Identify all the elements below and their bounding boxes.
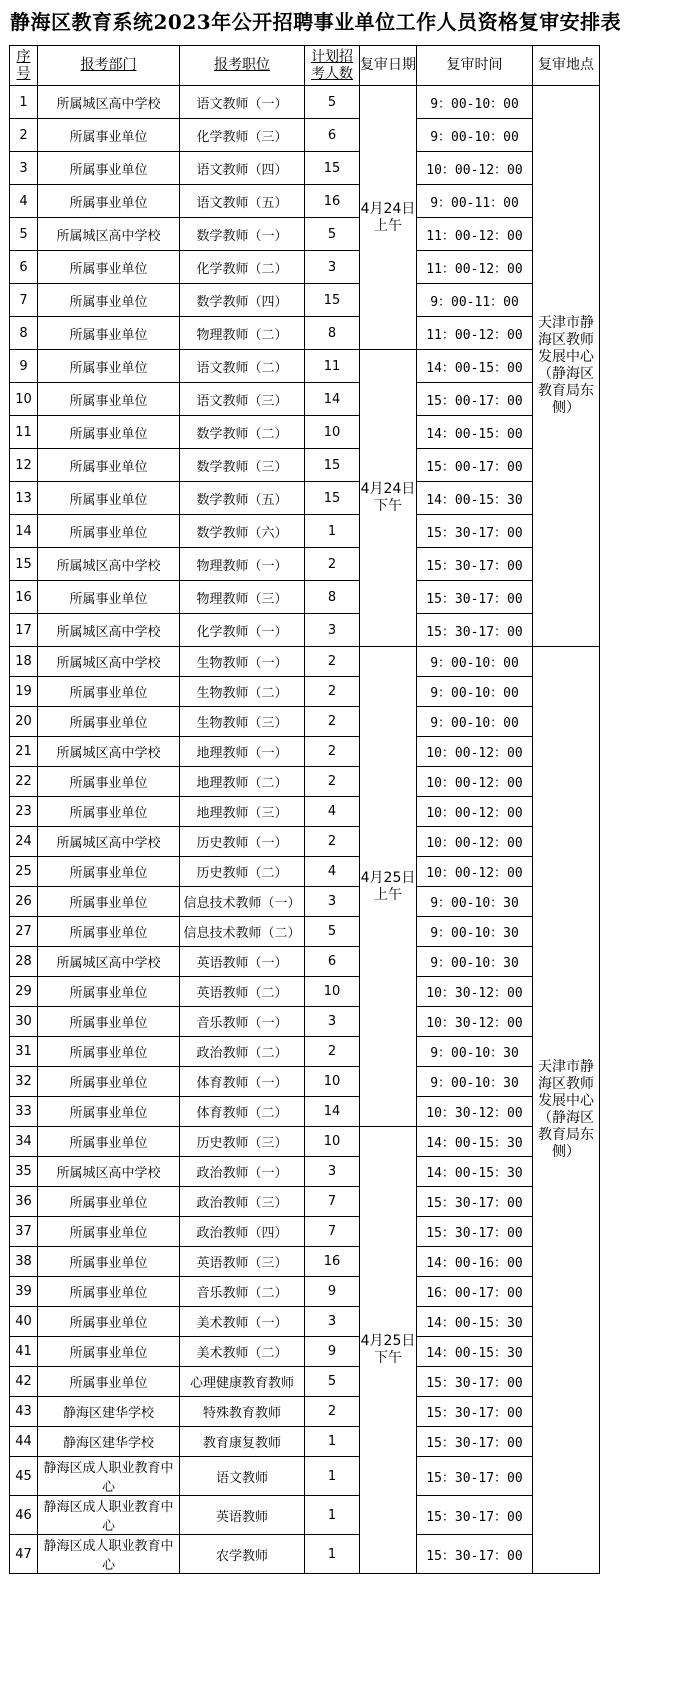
position-cell: 数学教师（四） <box>180 284 305 317</box>
position-cell: 信息技术教师（二） <box>180 917 305 947</box>
row-number: 31 <box>10 1037 38 1067</box>
position-cell: 教育康复教师 <box>180 1427 305 1457</box>
row-number: 22 <box>10 767 38 797</box>
review-time-cell: 9：00-11：00 <box>417 185 533 218</box>
table-row <box>10 1427 600 1457</box>
review-time-cell: 15：30-17：00 <box>417 581 533 614</box>
row-number: 41 <box>10 1337 38 1367</box>
department-cell: 所属事业单位 <box>38 482 180 515</box>
department-cell: 所属城区高中学校 <box>38 1157 180 1187</box>
department-cell: 所属事业单位 <box>38 1127 180 1157</box>
planned-count-cell: 2 <box>305 827 360 857</box>
row-number: 24 <box>10 827 38 857</box>
position-cell: 语文教师（三） <box>180 383 305 416</box>
row-number: 5 <box>10 218 38 251</box>
planned-count-cell: 6 <box>305 119 360 152</box>
row-number: 15 <box>10 548 38 581</box>
table-row <box>10 947 600 977</box>
table-row <box>10 119 600 152</box>
review-time-cell: 9：00-10：30 <box>417 887 533 917</box>
row-number: 13 <box>10 482 38 515</box>
row-number: 33 <box>10 1097 38 1127</box>
row-number: 32 <box>10 1067 38 1097</box>
position-cell: 语文教师（四） <box>180 152 305 185</box>
position-cell: 化学教师（一） <box>180 614 305 647</box>
review-time-cell: 10：30-12：00 <box>417 977 533 1007</box>
planned-count-cell: 2 <box>305 737 360 767</box>
table-row <box>10 1367 600 1397</box>
planned-count-cell: 11 <box>305 350 360 383</box>
position-cell: 政治教师（二） <box>180 1037 305 1067</box>
review-time-cell: 10：00-12：00 <box>417 827 533 857</box>
planned-count-cell: 10 <box>305 416 360 449</box>
position-cell: 数学教师（五） <box>180 482 305 515</box>
table-row <box>10 1187 600 1217</box>
header-position: 报考职位 <box>180 46 305 86</box>
department-cell: 所属事业单位 <box>38 767 180 797</box>
table-row <box>10 1217 600 1247</box>
row-number: 40 <box>10 1307 38 1337</box>
table-row <box>10 1097 600 1127</box>
table-row <box>10 581 600 614</box>
planned-count-cell: 5 <box>305 86 360 119</box>
review-time-cell: 10：00-12：00 <box>417 857 533 887</box>
position-cell: 数学教师（一） <box>180 218 305 251</box>
table-row <box>10 317 600 350</box>
planned-count-cell: 5 <box>305 1367 360 1397</box>
position-cell: 音乐教师（一） <box>180 1007 305 1037</box>
table-row <box>10 917 600 947</box>
planned-count-cell: 3 <box>305 251 360 284</box>
position-cell: 地理教师（一） <box>180 737 305 767</box>
department-cell: 所属事业单位 <box>38 677 180 707</box>
table-row <box>10 1337 600 1367</box>
department-cell: 所属城区高中学校 <box>38 827 180 857</box>
row-number: 45 <box>10 1457 38 1496</box>
department-cell: 所属事业单位 <box>38 119 180 152</box>
row-number: 19 <box>10 677 38 707</box>
row-number: 9 <box>10 350 38 383</box>
review-time-cell: 11：00-12：00 <box>417 251 533 284</box>
position-cell: 政治教师（四） <box>180 1217 305 1247</box>
planned-count-cell: 1 <box>305 515 360 548</box>
review-time-cell: 15：30-17：00 <box>417 1535 533 1574</box>
row-number: 1 <box>10 86 38 119</box>
table-row <box>10 1307 600 1337</box>
position-cell: 生物教师（一） <box>180 647 305 677</box>
department-cell: 所属事业单位 <box>38 449 180 482</box>
table-row <box>10 152 600 185</box>
review-schedule-table <box>9 45 600 1574</box>
row-number: 4 <box>10 185 38 218</box>
row-number: 14 <box>10 515 38 548</box>
department-cell: 所属城区高中学校 <box>38 737 180 767</box>
department-cell: 所属事业单位 <box>38 350 180 383</box>
review-time-cell: 9：00-10：00 <box>417 86 533 119</box>
position-cell: 英语教师（三） <box>180 1247 305 1277</box>
position-cell: 英语教师（一） <box>180 947 305 977</box>
review-time-cell: 9：00-10：30 <box>417 917 533 947</box>
planned-count-cell: 9 <box>305 1337 360 1367</box>
table-row <box>10 1535 600 1574</box>
review-time-cell: 10：30-12：00 <box>417 1097 533 1127</box>
review-time-cell: 15：30-17：00 <box>417 1496 533 1535</box>
review-time-cell: 15：00-17：00 <box>417 383 533 416</box>
review-time-cell: 9：00-10：00 <box>417 647 533 677</box>
department-cell: 所属事业单位 <box>38 152 180 185</box>
row-number: 18 <box>10 647 38 677</box>
planned-count-cell: 1 <box>305 1457 360 1496</box>
review-time-cell: 14：00-15：30 <box>417 1307 533 1337</box>
review-time-cell: 15：30-17：00 <box>417 1457 533 1496</box>
position-cell: 美术教师（一） <box>180 1307 305 1337</box>
table-row <box>10 797 600 827</box>
review-time-cell: 15：30-17：00 <box>417 515 533 548</box>
position-cell: 历史教师（三） <box>180 1127 305 1157</box>
department-cell: 静海区成人职业教育中心 <box>38 1535 180 1574</box>
review-time-cell: 10：00-12：00 <box>417 152 533 185</box>
position-cell: 物理教师（二） <box>180 317 305 350</box>
review-date-cell: 4月25日上午 <box>360 647 417 1127</box>
position-cell: 信息技术教师（一） <box>180 887 305 917</box>
table-body <box>10 86 600 1574</box>
review-time-cell: 9：00-10：30 <box>417 1037 533 1067</box>
position-cell: 语文教师（一） <box>180 86 305 119</box>
planned-count-cell: 2 <box>305 707 360 737</box>
row-number: 34 <box>10 1127 38 1157</box>
planned-count-cell: 1 <box>305 1535 360 1574</box>
department-cell: 所属事业单位 <box>38 416 180 449</box>
row-number: 2 <box>10 119 38 152</box>
planned-count-cell: 2 <box>305 1397 360 1427</box>
planned-count-cell: 9 <box>305 1277 360 1307</box>
row-number: 27 <box>10 917 38 947</box>
table-row <box>10 350 600 383</box>
planned-count-cell: 1 <box>305 1496 360 1535</box>
planned-count-cell: 2 <box>305 1037 360 1067</box>
table-row <box>10 827 600 857</box>
planned-count-cell: 2 <box>305 548 360 581</box>
planned-count-cell: 15 <box>305 152 360 185</box>
row-number: 36 <box>10 1187 38 1217</box>
table-row <box>10 614 600 647</box>
review-time-cell: 11：00-12：00 <box>417 317 533 350</box>
planned-count-cell: 15 <box>305 449 360 482</box>
review-time-cell: 10：30-12：00 <box>417 1007 533 1037</box>
review-time-cell: 14：00-15：00 <box>417 350 533 383</box>
position-cell: 数学教师（六） <box>180 515 305 548</box>
row-number: 37 <box>10 1217 38 1247</box>
row-number: 38 <box>10 1247 38 1277</box>
table-row <box>10 1127 600 1157</box>
table-row <box>10 887 600 917</box>
table-row <box>10 647 600 677</box>
planned-count-cell: 8 <box>305 317 360 350</box>
planned-count-cell: 14 <box>305 1097 360 1127</box>
table-row <box>10 737 600 767</box>
department-cell: 所属事业单位 <box>38 1337 180 1367</box>
planned-count-cell: 3 <box>305 1157 360 1187</box>
table-row <box>10 767 600 797</box>
review-date-cell: 4月24日下午 <box>360 350 417 647</box>
header-row <box>10 46 600 86</box>
planned-count-cell: 15 <box>305 284 360 317</box>
planned-count-cell: 1 <box>305 1427 360 1457</box>
review-time-cell: 14：00-15：30 <box>417 1337 533 1367</box>
row-number: 43 <box>10 1397 38 1427</box>
table-row <box>10 1457 600 1496</box>
position-cell: 物理教师（三） <box>180 581 305 614</box>
row-number: 30 <box>10 1007 38 1037</box>
review-time-cell: 9：00-10：00 <box>417 707 533 737</box>
header-time: 复审时间 <box>417 46 533 86</box>
review-time-cell: 10：00-12：00 <box>417 737 533 767</box>
table-row <box>10 1277 600 1307</box>
planned-count-cell: 2 <box>305 647 360 677</box>
row-number: 6 <box>10 251 38 284</box>
review-time-cell: 16：00-17：00 <box>417 1277 533 1307</box>
table-row <box>10 977 600 1007</box>
table-row <box>10 515 600 548</box>
table-row <box>10 1247 600 1277</box>
department-cell: 所属事业单位 <box>38 797 180 827</box>
row-number: 39 <box>10 1277 38 1307</box>
row-number: 29 <box>10 977 38 1007</box>
planned-count-cell: 3 <box>305 887 360 917</box>
review-time-cell: 14：00-16：00 <box>417 1247 533 1277</box>
review-location-cell: 天津市静海区教师发展中心（静海区教育局东侧） <box>533 86 600 647</box>
review-time-cell: 15：30-17：00 <box>417 1367 533 1397</box>
position-cell: 化学教师（二） <box>180 251 305 284</box>
department-cell: 所属事业单位 <box>38 1367 180 1397</box>
row-number: 42 <box>10 1367 38 1397</box>
review-time-cell: 14：00-15：00 <box>417 416 533 449</box>
department-cell: 所属事业单位 <box>38 1217 180 1247</box>
position-cell: 农学教师 <box>180 1535 305 1574</box>
review-time-cell: 15：30-17：00 <box>417 548 533 581</box>
planned-count-cell: 5 <box>305 917 360 947</box>
row-number: 3 <box>10 152 38 185</box>
page-title: 静海区教育系统2023年公开招聘事业单位工作人员资格复审安排表 <box>10 10 622 34</box>
position-cell: 语文教师（二） <box>180 350 305 383</box>
position-cell: 体育教师（一） <box>180 1067 305 1097</box>
planned-count-cell: 4 <box>305 797 360 827</box>
planned-count-cell: 7 <box>305 1217 360 1247</box>
table-row <box>10 677 600 707</box>
position-cell: 化学教师（三） <box>180 119 305 152</box>
review-time-cell: 9：00-10：30 <box>417 947 533 977</box>
position-cell: 生物教师（二） <box>180 677 305 707</box>
position-cell: 语文教师（五） <box>180 185 305 218</box>
row-number: 8 <box>10 317 38 350</box>
department-cell: 所属事业单位 <box>38 251 180 284</box>
row-number: 46 <box>10 1496 38 1535</box>
department-cell: 所属事业单位 <box>38 581 180 614</box>
review-time-cell: 9：00-10：00 <box>417 677 533 707</box>
table-row <box>10 449 600 482</box>
planned-count-cell: 2 <box>305 767 360 797</box>
department-cell: 所属事业单位 <box>38 383 180 416</box>
review-time-cell: 15：30-17：00 <box>417 1217 533 1247</box>
table-row <box>10 416 600 449</box>
department-cell: 所属事业单位 <box>38 317 180 350</box>
table-row <box>10 857 600 887</box>
department-cell: 所属事业单位 <box>38 1277 180 1307</box>
position-cell: 历史教师（一） <box>180 827 305 857</box>
department-cell: 所属事业单位 <box>38 857 180 887</box>
position-cell: 物理教师（一） <box>180 548 305 581</box>
review-time-cell: 15：30-17：00 <box>417 1397 533 1427</box>
department-cell: 所属事业单位 <box>38 1037 180 1067</box>
planned-count-cell: 3 <box>305 1307 360 1337</box>
planned-count-cell: 15 <box>305 482 360 515</box>
department-cell: 静海区建华学校 <box>38 1427 180 1457</box>
row-number: 35 <box>10 1157 38 1187</box>
row-number: 47 <box>10 1535 38 1574</box>
department-cell: 所属城区高中学校 <box>38 548 180 581</box>
department-cell: 所属事业单位 <box>38 1187 180 1217</box>
review-time-cell: 15：30-17：00 <box>417 1187 533 1217</box>
table-row <box>10 482 600 515</box>
position-cell: 政治教师（一） <box>180 1157 305 1187</box>
department-cell: 所属城区高中学校 <box>38 947 180 977</box>
row-number: 10 <box>10 383 38 416</box>
table-row <box>10 1037 600 1067</box>
review-time-cell: 9：00-10：00 <box>417 119 533 152</box>
table-row <box>10 284 600 317</box>
department-cell: 所属事业单位 <box>38 1097 180 1127</box>
planned-count-cell: 3 <box>305 614 360 647</box>
table-row <box>10 383 600 416</box>
department-cell: 静海区成人职业教育中心 <box>38 1496 180 1535</box>
department-cell: 所属城区高中学校 <box>38 86 180 119</box>
row-number: 26 <box>10 887 38 917</box>
position-cell: 美术教师（二） <box>180 1337 305 1367</box>
header-no: 序号 <box>10 46 38 86</box>
department-cell: 所属事业单位 <box>38 1007 180 1037</box>
row-number: 20 <box>10 707 38 737</box>
review-time-cell: 11：00-12：00 <box>417 218 533 251</box>
row-number: 7 <box>10 284 38 317</box>
position-cell: 数学教师（三） <box>180 449 305 482</box>
planned-count-cell: 6 <box>305 947 360 977</box>
table-row <box>10 185 600 218</box>
planned-count-cell: 3 <box>305 1007 360 1037</box>
row-number: 25 <box>10 857 38 887</box>
table-row <box>10 86 600 119</box>
planned-count-cell: 16 <box>305 1247 360 1277</box>
row-number: 11 <box>10 416 38 449</box>
position-cell: 英语教师（二） <box>180 977 305 1007</box>
review-time-cell: 15：00-17：00 <box>417 449 533 482</box>
review-time-cell: 9：00-11：00 <box>417 284 533 317</box>
review-time-cell: 9：00-10：30 <box>417 1067 533 1097</box>
planned-count-cell: 7 <box>305 1187 360 1217</box>
review-time-cell: 10：00-12：00 <box>417 767 533 797</box>
department-cell: 所属事业单位 <box>38 1307 180 1337</box>
department-cell: 所属事业单位 <box>38 185 180 218</box>
planned-count-cell: 5 <box>305 218 360 251</box>
table-row <box>10 1067 600 1097</box>
review-location-cell: 天津市静海区教师发展中心（静海区教育局东侧） <box>533 647 600 1574</box>
position-cell: 语文教师 <box>180 1457 305 1496</box>
table-row <box>10 1157 600 1187</box>
review-time-cell: 15：30-17：00 <box>417 1427 533 1457</box>
row-number: 17 <box>10 614 38 647</box>
header-count: 计划招考人数 <box>305 46 360 86</box>
department-cell: 所属事业单位 <box>38 1247 180 1277</box>
table-row <box>10 1397 600 1427</box>
department-cell: 静海区成人职业教育中心 <box>38 1457 180 1496</box>
department-cell: 所属事业单位 <box>38 515 180 548</box>
planned-count-cell: 10 <box>305 1127 360 1157</box>
department-cell: 所属事业单位 <box>38 284 180 317</box>
position-cell: 数学教师（二） <box>180 416 305 449</box>
department-cell: 静海区建华学校 <box>38 1397 180 1427</box>
row-number: 28 <box>10 947 38 977</box>
planned-count-cell: 10 <box>305 977 360 1007</box>
header-dept: 报考部门 <box>38 46 180 86</box>
row-number: 12 <box>10 449 38 482</box>
position-cell: 英语教师 <box>180 1496 305 1535</box>
planned-count-cell: 4 <box>305 857 360 887</box>
header-location: 复审地点 <box>533 46 600 86</box>
position-cell: 音乐教师（二） <box>180 1277 305 1307</box>
position-cell: 政治教师（三） <box>180 1187 305 1217</box>
row-number: 44 <box>10 1427 38 1457</box>
review-time-cell: 14：00-15：30 <box>417 1157 533 1187</box>
department-cell: 所属事业单位 <box>38 917 180 947</box>
department-cell: 所属城区高中学校 <box>38 218 180 251</box>
table-row <box>10 251 600 284</box>
review-time-cell: 14：00-15：30 <box>417 1127 533 1157</box>
planned-count-cell: 8 <box>305 581 360 614</box>
department-cell: 所属事业单位 <box>38 977 180 1007</box>
department-cell: 所属事业单位 <box>38 707 180 737</box>
position-cell: 地理教师（二） <box>180 767 305 797</box>
review-time-cell: 15：30-17：00 <box>417 614 533 647</box>
planned-count-cell: 10 <box>305 1067 360 1097</box>
review-time-cell: 14：00-15：30 <box>417 482 533 515</box>
row-number: 21 <box>10 737 38 767</box>
planned-count-cell: 2 <box>305 677 360 707</box>
table-row <box>10 707 600 737</box>
table-row <box>10 1007 600 1037</box>
review-time-cell: 10：00-12：00 <box>417 797 533 827</box>
table-row <box>10 548 600 581</box>
department-cell: 所属事业单位 <box>38 887 180 917</box>
table-row <box>10 218 600 251</box>
position-cell: 生物教师（三） <box>180 707 305 737</box>
review-date-cell: 4月24日上午 <box>360 86 417 350</box>
review-date-cell: 4月25日下午 <box>360 1127 417 1574</box>
planned-count-cell: 14 <box>305 383 360 416</box>
position-cell: 心理健康教育教师 <box>180 1367 305 1397</box>
position-cell: 特殊教育教师 <box>180 1397 305 1427</box>
position-cell: 体育教师（二） <box>180 1097 305 1127</box>
department-cell: 所属城区高中学校 <box>38 614 180 647</box>
planned-count-cell: 16 <box>305 185 360 218</box>
row-number: 16 <box>10 581 38 614</box>
department-cell: 所属城区高中学校 <box>38 647 180 677</box>
position-cell: 地理教师（三） <box>180 797 305 827</box>
position-cell: 历史教师（二） <box>180 857 305 887</box>
table-row <box>10 1496 600 1535</box>
header-date: 复审日期 <box>360 46 417 86</box>
row-number: 23 <box>10 797 38 827</box>
department-cell: 所属事业单位 <box>38 1067 180 1097</box>
